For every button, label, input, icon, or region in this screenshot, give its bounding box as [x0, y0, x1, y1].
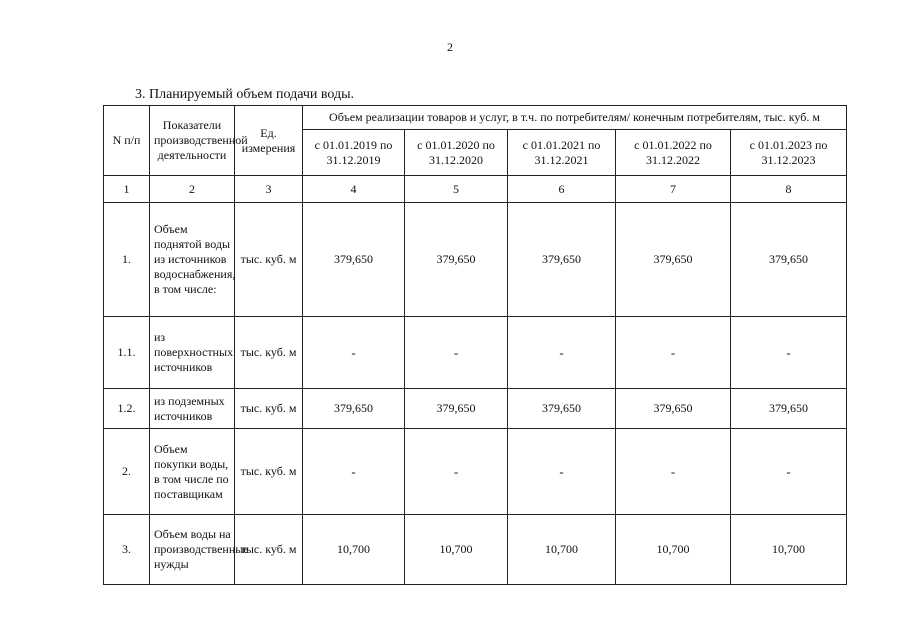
row-indicator: из подземных источников [150, 389, 235, 429]
row-number: 1. [104, 203, 150, 317]
column-number: 6 [508, 176, 616, 203]
column-number: 7 [616, 176, 731, 203]
row-value: 10,700 [405, 515, 508, 585]
table-row [104, 317, 847, 389]
row-value: 379,650 [731, 203, 847, 317]
row-number: 1.1. [104, 317, 150, 389]
row-unit: тыс. куб. м [235, 203, 303, 317]
row-value: - [303, 317, 405, 389]
header-num: N п/п [104, 106, 150, 176]
row-indicator: Объем покупки воды, в том числе по поставщикам [150, 429, 235, 515]
header-period: с 01.01.2019 по 31.12.2019 [303, 130, 405, 176]
row-value: - [303, 429, 405, 515]
row-unit: тыс. куб. м [235, 317, 303, 389]
table-row [104, 389, 847, 429]
row-value: - [616, 317, 731, 389]
table-row [104, 515, 847, 585]
row-value: - [508, 317, 616, 389]
row-value: - [508, 429, 616, 515]
column-number: 1 [104, 176, 150, 203]
column-number: 4 [303, 176, 405, 203]
row-value: - [405, 317, 508, 389]
row-number: 2. [104, 429, 150, 515]
header-period: с 01.01.2023 по 31.12.2023 [731, 130, 847, 176]
row-value: 379,650 [303, 203, 405, 317]
header-unit: Ед. измерения [235, 106, 303, 176]
table-row [104, 203, 847, 317]
row-indicator: Объем поднятой воды из источников водоснабжения, в том числе: [150, 203, 235, 317]
header-period: с 01.01.2021 по 31.12.2021 [508, 130, 616, 176]
row-number: 1.2. [104, 389, 150, 429]
row-value: 10,700 [616, 515, 731, 585]
page-number: 2 [447, 40, 453, 54]
row-unit: тыс. куб. м [235, 429, 303, 515]
row-unit: тыс. куб. м [235, 515, 303, 585]
row-value: 379,650 [616, 203, 731, 317]
row-value: 379,650 [508, 389, 616, 429]
row-value: - [405, 429, 508, 515]
header-indicator: Показатели производственной деятельности [150, 106, 235, 176]
row-value: 10,700 [731, 515, 847, 585]
row-value: 379,650 [405, 389, 508, 429]
row-value: 10,700 [508, 515, 616, 585]
row-value: - [731, 429, 847, 515]
column-number-row [104, 176, 847, 203]
row-number: 3. [104, 515, 150, 585]
row-value: 379,650 [303, 389, 405, 429]
row-value: 379,650 [405, 203, 508, 317]
row-value: 379,650 [616, 389, 731, 429]
column-number: 3 [235, 176, 303, 203]
column-number: 8 [731, 176, 847, 203]
table-row [104, 429, 847, 515]
row-indicator: из поверхностных источников [150, 317, 235, 389]
header-volume: Объем реализации товаров и услуг, в т.ч. по потребителям/ конечным потребителям, тыс. куб. м [303, 106, 847, 130]
row-value: 379,650 [731, 389, 847, 429]
header-period: с 01.01.2020 по 31.12.2020 [405, 130, 508, 176]
row-unit: тыс. куб. м [235, 389, 303, 429]
row-value: - [731, 317, 847, 389]
column-number: 2 [150, 176, 235, 203]
row-value: 379,650 [508, 203, 616, 317]
row-indicator: Объем воды на производственные нужды [150, 515, 235, 585]
column-number: 5 [405, 176, 508, 203]
row-value: - [616, 429, 731, 515]
water-supply-table [103, 105, 847, 585]
row-value: 10,700 [303, 515, 405, 585]
header-period: с 01.01.2022 по 31.12.2022 [616, 130, 731, 176]
section-title: 3. Планируемый объем подачи воды. [135, 87, 355, 102]
